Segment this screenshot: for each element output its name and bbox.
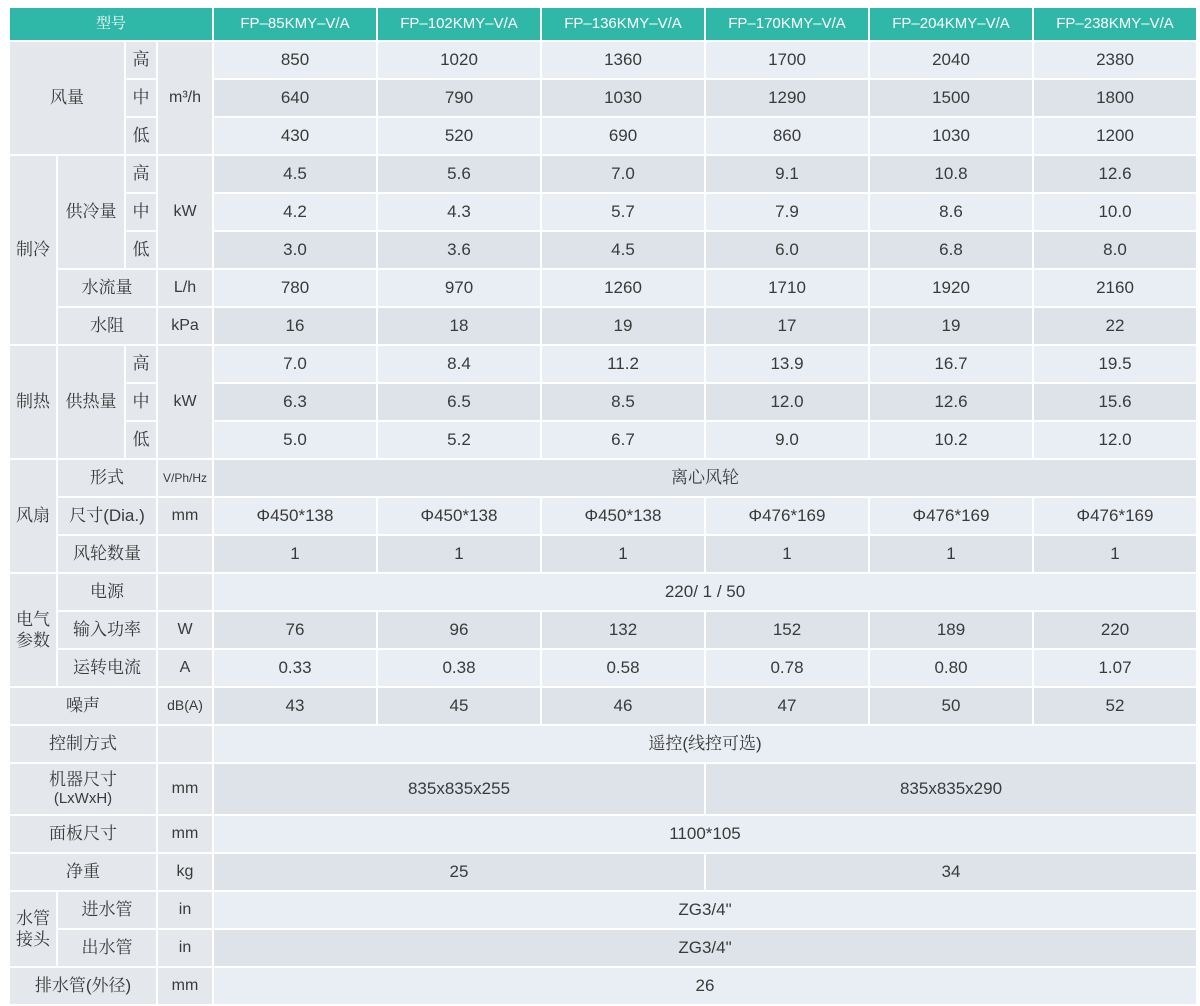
value-cell-left-span: 835x835x255 (214, 764, 704, 814)
unit-cell-unit-size: mm (158, 764, 212, 814)
group-cell-fan: 风扇 (10, 460, 56, 572)
value-cell-left-span: 25 (214, 854, 704, 890)
level-cell-high: 高 (126, 42, 156, 78)
table-row-water-resistance (10, 308, 1196, 344)
value-cell: 5.2 (378, 422, 540, 458)
value-cell: 45 (378, 688, 540, 724)
model-column-header: FP–85KMY–V/A (214, 8, 376, 40)
value-cell: Φ450*138 (378, 498, 540, 534)
row-label-inlet-pipe: 进水管 (58, 892, 156, 928)
level-cell-low: 低 (126, 232, 156, 268)
value-cell: 6.5 (378, 384, 540, 420)
value-cell: 2380 (1034, 42, 1196, 78)
value-cell: 43 (214, 688, 376, 724)
table-row-outlet-pipe (10, 930, 1196, 966)
table-row-cooling-high (10, 156, 1196, 192)
unit-cell-cooling: kW (158, 156, 212, 268)
table-row-airflow-high (10, 42, 1196, 78)
table-row-noise (10, 688, 1196, 724)
value-cell: 1800 (1034, 80, 1196, 116)
value-cell-span: ZG3/4" (214, 892, 1196, 928)
value-cell: 11.2 (542, 346, 704, 382)
value-cell: 4.5 (542, 232, 704, 268)
value-cell-span: 1100*105 (214, 816, 1196, 852)
level-cell-mid: 中 (126, 80, 156, 116)
value-cell: 15.6 (1034, 384, 1196, 420)
unit-cell-drain-pipe: mm (158, 968, 212, 1004)
level-cell-mid: 中 (126, 194, 156, 230)
value-cell: 7.0 (542, 156, 704, 192)
table-row-control (10, 726, 1196, 762)
group-cell-heating: 制热 (10, 346, 56, 458)
value-cell: 1920 (870, 270, 1032, 306)
value-cell: 1200 (1034, 118, 1196, 154)
value-cell: 8.6 (870, 194, 1032, 230)
value-cell: 1290 (706, 80, 868, 116)
value-cell: 0.33 (214, 650, 376, 686)
value-cell: 76 (214, 612, 376, 648)
value-cell: 189 (870, 612, 1032, 648)
model-column-header: FP–204KMY–V/A (870, 8, 1032, 40)
value-cell: 2040 (870, 42, 1032, 78)
value-cell: 52 (1034, 688, 1196, 724)
unit-cell-empty (158, 536, 212, 572)
value-cell: 17 (706, 308, 868, 344)
value-cell: 1 (870, 536, 1032, 572)
value-cell: 520 (378, 118, 540, 154)
table-row-heating-high (10, 346, 1196, 382)
value-cell: Φ476*169 (1034, 498, 1196, 534)
value-cell: 1360 (542, 42, 704, 78)
table-row-fan-wheel-count (10, 536, 1196, 572)
value-cell: 860 (706, 118, 868, 154)
row-label-fan-type: 形式 (58, 460, 156, 496)
unit-cell-input-power: W (158, 612, 212, 648)
value-cell: 6.7 (542, 422, 704, 458)
level-cell-high: 高 (126, 156, 156, 192)
value-cell: 5.6 (378, 156, 540, 192)
value-cell-span: 220/ 1 / 50 (214, 574, 1196, 610)
value-cell: 16 (214, 308, 376, 344)
row-label-outlet-pipe: 出水管 (58, 930, 156, 966)
value-cell: Φ476*169 (870, 498, 1032, 534)
value-cell-span: 遥控(线控可选) (214, 726, 1196, 762)
table-row-running-current (10, 650, 1196, 686)
row-label-airflow: 风量 (10, 42, 124, 154)
value-cell: 19 (542, 308, 704, 344)
value-cell: 1 (1034, 536, 1196, 572)
model-column-header: FP–238KMY–V/A (1034, 8, 1196, 40)
value-cell: 8.0 (1034, 232, 1196, 268)
value-cell: 2160 (1034, 270, 1196, 306)
value-cell: 970 (378, 270, 540, 306)
row-label-power-supply: 电源 (58, 574, 156, 610)
value-cell: 19.5 (1034, 346, 1196, 382)
value-cell: 1500 (870, 80, 1032, 116)
unit-cell-empty (158, 574, 212, 610)
value-cell: 690 (542, 118, 704, 154)
model-column-header: FP–170KMY–V/A (706, 8, 868, 40)
row-label-input-power: 输入功率 (58, 612, 156, 648)
group-cell-pipe: 水管接头 (10, 892, 56, 966)
table-row-panel-size (10, 816, 1196, 852)
unit-cell-panel-size: mm (158, 816, 212, 852)
value-cell: 96 (378, 612, 540, 648)
value-cell: 9.0 (706, 422, 868, 458)
table-row-unit-size (10, 764, 1196, 814)
value-cell: 3.0 (214, 232, 376, 268)
table-row-input-power (10, 612, 1196, 648)
value-cell: 19 (870, 308, 1032, 344)
value-cell: 1030 (542, 80, 704, 116)
value-cell: 16.7 (870, 346, 1032, 382)
value-cell: 50 (870, 688, 1032, 724)
row-label-net-weight: 净重 (10, 854, 156, 890)
value-cell: Φ476*169 (706, 498, 868, 534)
row-label-running-current: 运转电流 (58, 650, 156, 686)
value-cell: 7.0 (214, 346, 376, 382)
value-cell: 640 (214, 80, 376, 116)
model-header-cell: 型号 (10, 8, 212, 40)
value-cell: 10.2 (870, 422, 1032, 458)
unit-cell-water-resistance: kPa (158, 308, 212, 344)
model-column-header: FP–102KMY–V/A (378, 8, 540, 40)
table-row-drain-pipe (10, 968, 1196, 1004)
table-row-fan-type (10, 460, 1196, 496)
unit-cell-outlet-pipe: in (158, 930, 212, 966)
value-cell: 12.0 (1034, 422, 1196, 458)
value-cell: 790 (378, 80, 540, 116)
value-cell: 4.5 (214, 156, 376, 192)
row-label-water-resistance: 水阻 (58, 308, 156, 344)
value-cell: 5.0 (214, 422, 376, 458)
value-cell: 5.7 (542, 194, 704, 230)
value-cell-right-span: 34 (706, 854, 1196, 890)
value-cell: 4.2 (214, 194, 376, 230)
table-row-net-weight (10, 854, 1196, 890)
value-cell: 7.9 (706, 194, 868, 230)
value-cell: 1 (378, 536, 540, 572)
value-cell: 22 (1034, 308, 1196, 344)
group-cell-electrical: 电气参数 (10, 574, 56, 686)
row-label-wheel-count: 风轮数量 (58, 536, 156, 572)
value-cell: 8.5 (542, 384, 704, 420)
row-label-heating-capacity: 供热量 (58, 346, 124, 458)
value-cell: 6.8 (870, 232, 1032, 268)
value-cell: 780 (214, 270, 376, 306)
value-cell: 13.9 (706, 346, 868, 382)
table-row-water-flow (10, 270, 1196, 306)
value-cell-span: 26 (214, 968, 1196, 1004)
value-cell: 47 (706, 688, 868, 724)
spec-table (8, 6, 1198, 1006)
value-cell-right-span: 835x835x290 (706, 764, 1196, 814)
value-cell: 12.6 (870, 384, 1032, 420)
value-cell: 12.0 (706, 384, 868, 420)
value-cell: 152 (706, 612, 868, 648)
value-cell: 12.6 (1034, 156, 1196, 192)
table-row-power-supply (10, 574, 1196, 610)
value-cell: 850 (214, 42, 376, 78)
value-cell: 220 (1034, 612, 1196, 648)
level-cell-low: 低 (126, 422, 156, 458)
value-cell: 1 (214, 536, 376, 572)
value-cell: 1700 (706, 42, 868, 78)
value-cell: 1030 (870, 118, 1032, 154)
value-cell: 1260 (542, 270, 704, 306)
value-cell: 18 (378, 308, 540, 344)
value-cell: 1 (542, 536, 704, 572)
row-label-fan-size: 尺寸(Dia.) (58, 498, 156, 534)
value-cell: 1.07 (1034, 650, 1196, 686)
value-cell: 46 (542, 688, 704, 724)
value-cell: 0.80 (870, 650, 1032, 686)
value-cell: 3.6 (378, 232, 540, 268)
value-cell: 430 (214, 118, 376, 154)
value-cell: 4.3 (378, 194, 540, 230)
value-cell: 9.1 (706, 156, 868, 192)
value-cell: 1 (706, 536, 868, 572)
value-cell: 8.4 (378, 346, 540, 382)
row-label-unit-size (10, 764, 156, 814)
row-label-water-flow: 水流量 (58, 270, 156, 306)
value-cell: 6.0 (706, 232, 868, 268)
value-cell: Φ450*138 (214, 498, 376, 534)
level-cell-low: 低 (126, 118, 156, 154)
unit-cell-inlet-pipe: in (158, 892, 212, 928)
unit-cell-fan-type: V/Ph/Hz (158, 460, 212, 496)
value-cell: Φ450*138 (542, 498, 704, 534)
unit-cell-noise: dB(A) (158, 688, 212, 724)
value-cell: 0.78 (706, 650, 868, 686)
value-cell: 1020 (378, 42, 540, 78)
value-cell-span: 离心风轮 (214, 460, 1196, 496)
value-cell: 6.3 (214, 384, 376, 420)
row-label-control: 控制方式 (10, 726, 156, 762)
level-cell-high: 高 (126, 346, 156, 382)
group-cell-cooling: 制冷 (10, 156, 56, 344)
row-label-noise: 噪声 (10, 688, 156, 724)
table-header-row (10, 8, 1196, 40)
unit-cell-empty (158, 726, 212, 762)
unit-cell-net-weight: kg (158, 854, 212, 890)
value-cell-span: ZG3/4" (214, 930, 1196, 966)
unit-cell-water-flow: L/h (158, 270, 212, 306)
unit-cell-running-current: A (158, 650, 212, 686)
value-cell: 10.8 (870, 156, 1032, 192)
value-cell: 0.58 (542, 650, 704, 686)
row-label-cooling-capacity: 供冷量 (58, 156, 124, 268)
row-label-panel-size: 面板尺寸 (10, 816, 156, 852)
unit-cell-heating: kW (158, 346, 212, 458)
unit-size-label-line1: 机器尺寸 (49, 770, 117, 789)
unit-size-label-line2: (LxWxH) (53, 790, 113, 808)
table-row-fan-size (10, 498, 1196, 534)
model-column-header: FP–136KMY–V/A (542, 8, 704, 40)
level-cell-mid: 中 (126, 384, 156, 420)
unit-cell-airflow: m³/h (158, 42, 212, 154)
value-cell: 10.0 (1034, 194, 1196, 230)
table-row-inlet-pipe (10, 892, 1196, 928)
row-label-drain-pipe: 排水管(外径) (10, 968, 156, 1004)
value-cell: 132 (542, 612, 704, 648)
unit-cell-fan-size: mm (158, 498, 212, 534)
value-cell: 0.38 (378, 650, 540, 686)
value-cell: 1710 (706, 270, 868, 306)
